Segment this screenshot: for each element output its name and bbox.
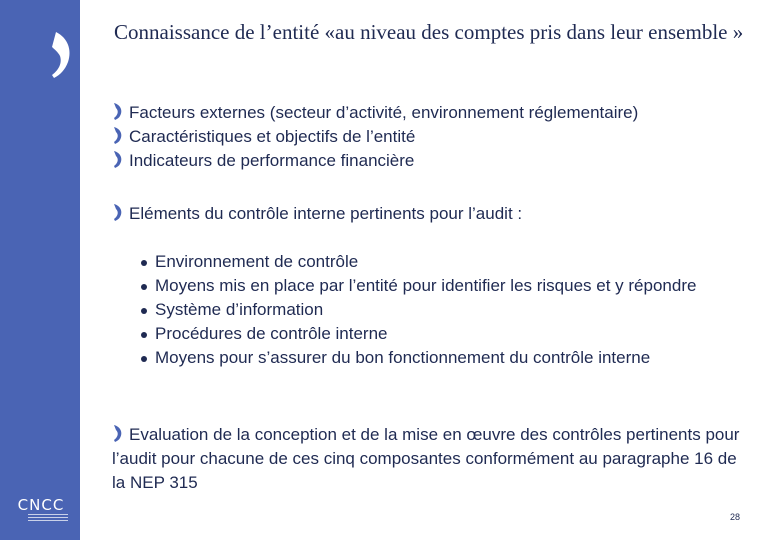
sub-list-item-text: Procédures de contrôle interne (155, 324, 388, 343)
sub-list (140, 250, 768, 370)
bullet-mark-icon (112, 202, 126, 222)
list-item-text: Indicateurs de performance financière (129, 151, 415, 170)
bullet-dot-icon (141, 356, 147, 362)
list-item (112, 149, 414, 173)
bullet-mark-icon (112, 101, 126, 121)
bullet-mark-icon (112, 125, 126, 145)
bullet-dot-icon (141, 308, 147, 314)
list-item (112, 101, 638, 125)
list-item-text: Facteurs externes (secteur d’activité, environnement réglementaire) (129, 103, 639, 122)
sub-list-item-text: Environnement de contrôle (155, 252, 359, 271)
title-quote-mark-icon (48, 28, 78, 80)
list-item-text: Evaluation de la conception et de la mise en œuvre des contrôles pertinents pour l’audit pour chacune de ces cinq composantes conformément au paragraphe 16 de la NEP 315 (112, 425, 740, 492)
bullet-dot-icon (141, 284, 147, 290)
sub-list-item (140, 298, 768, 322)
bullet-dot-icon (141, 332, 147, 338)
logo-tagline-lines (28, 514, 68, 528)
sub-list-item (140, 322, 768, 346)
sidebar-band (0, 0, 80, 540)
list-item (112, 125, 415, 149)
sub-list-item (140, 250, 768, 274)
page-number: 28 (730, 512, 741, 522)
list-item-text: Caractéristiques et objectifs de l’entité (129, 127, 416, 146)
logo-text: CNCC (17, 496, 65, 514)
slide-title: Connaissance de l’entité «au niveau des comptes pris dans leur ensemble » (114, 20, 744, 44)
bullet-dot-icon (141, 260, 147, 266)
sub-list-item (140, 274, 768, 298)
list-item (112, 423, 752, 495)
sub-list-item-text: Système d’information (155, 300, 324, 319)
cncc-logo (10, 496, 72, 530)
sub-list-item-text: Moyens pour s’assurer du bon fonctionnement du contrôle interne (155, 348, 651, 367)
bullet-mark-icon (112, 423, 126, 443)
sub-list-item (140, 346, 768, 370)
bullet-mark-icon (112, 149, 126, 169)
list-item (112, 202, 522, 226)
list-item-text: Eléments du contrôle interne pertinents pour l’audit : (129, 204, 523, 223)
sub-list-item-text: Moyens mis en place par l’entité pour identifier les risques et y répondre (155, 276, 697, 295)
